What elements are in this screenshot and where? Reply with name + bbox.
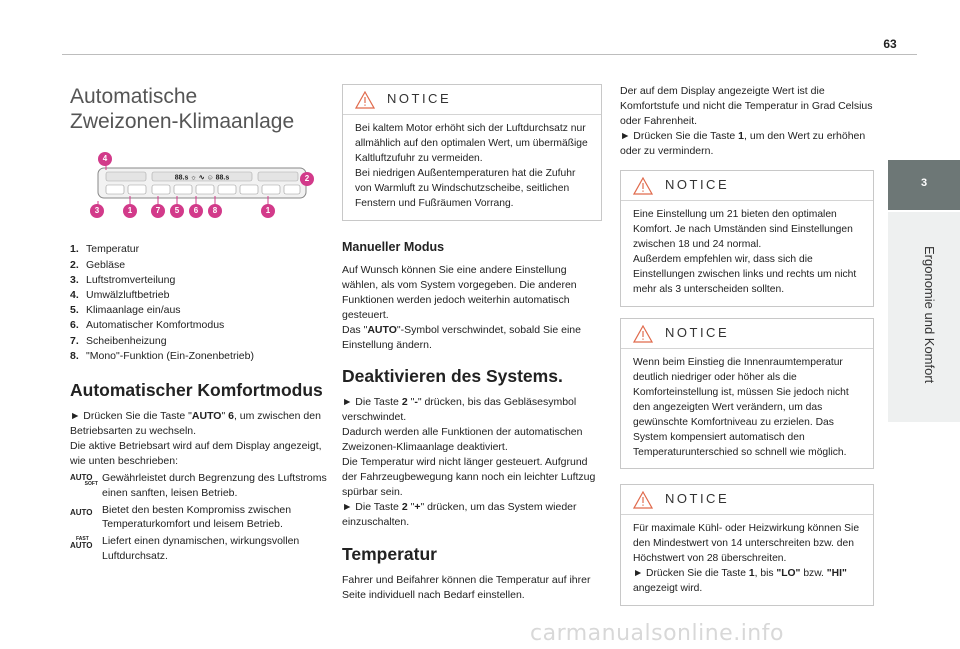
notice-title: NOTICE xyxy=(665,177,730,193)
notice-header xyxy=(621,171,873,201)
notice-body: Für maximale Kühl- oder Heizwirkung können Sie den Mindestwert von 14 unterschreiten bzw. den Höchstwert von 28 überschreiten. ► Drücken Sie die Taste 1, bis "LO" bzw. "HI" angezeigt wird. xyxy=(633,523,860,594)
watermark: carmanualsonline.info xyxy=(530,621,784,646)
list-item: 6. Automatischer Komfortmodus xyxy=(70,319,225,332)
notice-box-cold-engine xyxy=(342,84,602,221)
temperature-step: ► Drücken Sie die Taste 1, um den Wert zu erhöhen oder zu vermindern. xyxy=(620,129,866,157)
deactivate-text-2: Die Temperatur wird nicht länger gesteuert. Aufgrund der Fahrzeugbewegung kann noch ein leichter Luftzug spürbar sein. xyxy=(342,456,596,498)
control-legend-list xyxy=(70,242,332,364)
manual-mode-auto-note: Das "AUTO"-Symbol verschwindet, sobald Sie eine Einstellung ändern. xyxy=(342,323,581,351)
panel-display-text: 88.s ☼ ∿ ☺ 88.s xyxy=(174,174,230,182)
notice-box-cabin-temperature xyxy=(620,318,874,469)
mode-description: Liefert einen dynamischen, wirkungsvollen Luftdurchsatz. xyxy=(102,535,300,563)
callout-6: 6 xyxy=(189,204,203,218)
mode-row-fast xyxy=(70,534,332,564)
list-item: 8. "Mono"-Funktion (Ein-Zonenbetrieb) xyxy=(70,349,254,362)
callout-1-right: 1 xyxy=(261,204,275,218)
notice-box-max-effect xyxy=(620,484,874,606)
right-column-intro xyxy=(620,84,874,159)
warning-triangle-icon xyxy=(633,491,653,509)
list-item: 2. Gebläse xyxy=(70,258,126,271)
notice-title: NOTICE xyxy=(665,491,730,507)
list-item: 1. Temperatur xyxy=(70,243,140,256)
callout-1-left: 1 xyxy=(123,204,137,218)
deactivate-heading: Deaktivieren des Systems. xyxy=(342,366,563,387)
mode-row-soft xyxy=(70,471,332,501)
deactivate-text-1: Dadurch werden alle Funktionen der automatischen Zweizonen-Klimaanlage deaktiviert. xyxy=(342,426,583,454)
notice-header xyxy=(343,85,601,115)
notice-title: NOTICE xyxy=(665,325,730,341)
display-value-text: Der auf dem Display angezeigte Wert ist die Komfortstufe und nicht die Temperatur in Grad Celsius oder Fahrenheit. xyxy=(620,85,873,127)
comfort-mode-instruction: ► Drücken Sie die Taste "AUTO" 6, um zwischen den Betriebsarten zu wechseln. xyxy=(70,410,321,438)
chapter-title: Ergonomie und Komfort xyxy=(922,246,937,384)
section-title xyxy=(70,84,332,134)
warning-triangle-icon xyxy=(633,177,653,195)
notice-body: Wenn beim Einstieg die Innenraumtemperatur deutlich niedriger oder höher als die Komforteinstellung ist, müssen Sie jedoch nicht den angezeigten Wert verändern, um das gewünschte Komfortniveau zu erzielen. Das System kompensiert automatisch den Temperaturunterschied so schnell wie möglich. xyxy=(633,357,849,458)
left-column xyxy=(70,84,332,564)
deactivate-step-2: ► Die Taste 2 "+" drücken, um das System wieder einzuschalten. xyxy=(342,500,577,528)
callout-2: 2 xyxy=(300,172,314,186)
auto-soft-icon: AUTO SOFT xyxy=(70,472,98,487)
header-divider xyxy=(62,54,917,55)
callout-3: 3 xyxy=(90,204,104,218)
list-item: 3. Luftstromverteilung xyxy=(70,273,176,286)
notice-body: Bei kaltem Motor erhöht sich der Luftdurchsatz nur allmählich auf den optimalen Wert, um übermäßige Kaltluftzufuhr zu vermeiden. Bei niedrigen Außentemperaturen hat die Zufuhr von Warmluft zu Windschutzscheibe, seitlichen Fenstern und Fußräumen Vorrang. xyxy=(355,123,588,209)
mode-description: Bietet den besten Kompromiss zwischen Temperaturkomfort und leisem Betrieb. xyxy=(102,503,292,531)
deactivate-step-1: ► Die Taste 2 "-" drücken, bis das Gebläsesymbol verschwindet. xyxy=(342,396,577,424)
comfort-mode-description: Die aktive Betriebsart wird auf dem Display angezeigt, wie unten beschrieben: xyxy=(70,439,322,467)
callout-5: 5 xyxy=(170,204,184,218)
control-panel-diagram xyxy=(70,156,332,226)
section-title-line-1: Automatische xyxy=(70,85,198,108)
warning-triangle-icon xyxy=(633,325,653,343)
notice-box-optimal-setting xyxy=(620,170,874,307)
callout-4: 4 xyxy=(98,152,112,166)
warning-triangle-icon xyxy=(355,91,375,109)
section-title-line-2: Zweizonen-Klimaanlage xyxy=(70,110,295,134)
manual-mode-heading: Manueller Modus xyxy=(342,240,445,254)
manual-mode-text: Auf Wunsch können Sie eine andere Einstellung wählen, als vom System vorgegeben. Die anderen Funktionen werden jedoch weiterhin automatisch gesteuert. xyxy=(342,264,577,321)
auto-normal-icon: AUTO xyxy=(70,507,93,517)
notice-header xyxy=(621,319,873,349)
notice-title: NOTICE xyxy=(387,91,452,107)
mode-description: Gewährleistet durch Begrenzung des Luftstroms einen sanften, leisen Betrieb. xyxy=(102,471,327,499)
auto-fast-icon: FAST AUTO xyxy=(70,536,93,551)
list-item: 4. Umwälzluftbetrieb xyxy=(70,289,170,302)
list-item: 7. Scheibenheizung xyxy=(70,334,167,347)
notice-body: Eine Einstellung um 21 bieten den optimalen Komfort. Je nach Umständen sind Einstellungen zwischen 18 und 24 normal. Außerdem empfehlen wir, dass sich die Einstellungen zwischen links und rechts um nicht mehr als 3 unterscheiden sollten. xyxy=(633,209,857,295)
callout-8: 8 xyxy=(208,204,222,218)
temperature-text: Fahrer und Beifahrer können die Temperatur auf ihrer Seite individuell nach Bedarf einstellen. xyxy=(342,573,591,601)
chapter-number: 3 xyxy=(920,177,928,189)
middle-column xyxy=(342,240,602,602)
mode-row-normal xyxy=(70,503,332,533)
callout-7: 7 xyxy=(151,204,165,218)
temperature-heading: Temperatur xyxy=(342,543,437,564)
page-number: 63 xyxy=(883,37,897,51)
notice-header xyxy=(621,485,873,515)
comfort-mode-heading: Automatischer Komfortmodus xyxy=(70,380,323,401)
list-item: 5. Klimaanlage ein/aus xyxy=(70,304,181,317)
